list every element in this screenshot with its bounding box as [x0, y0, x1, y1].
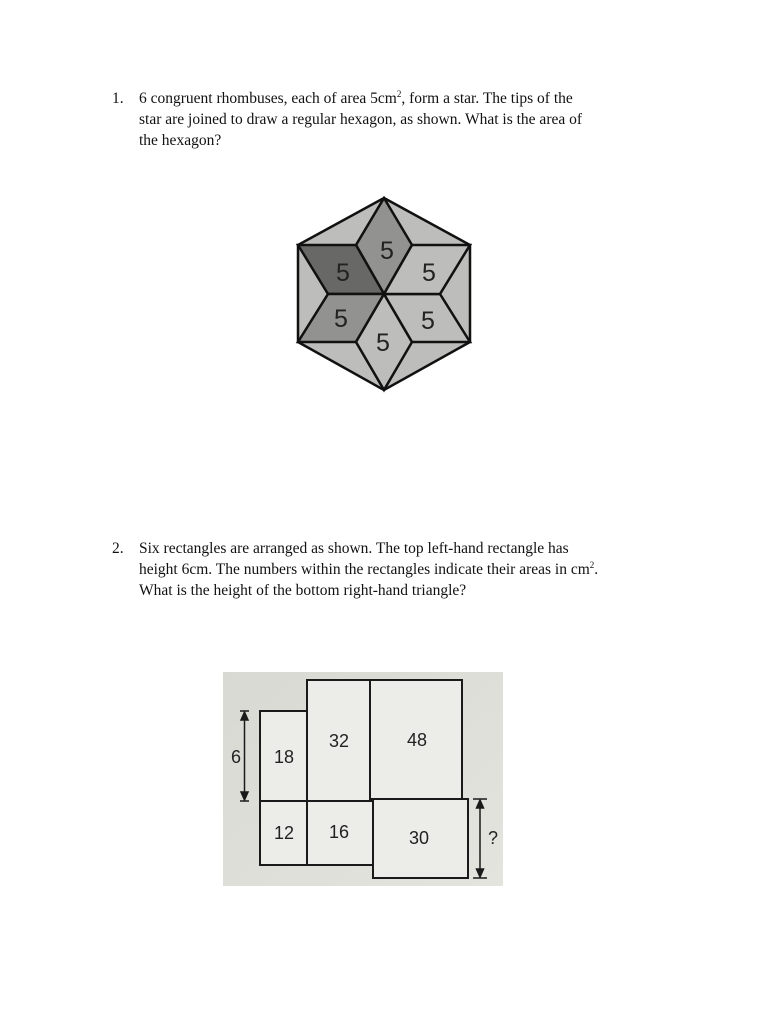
rhombus-label-top: 5 [380, 237, 394, 265]
rectangles-figure [223, 672, 503, 886]
question-1 [112, 88, 712, 151]
hexagon-star-figure [290, 196, 480, 394]
rhombus-label-upper-right: 5 [422, 259, 436, 287]
height-label: 6 [230, 747, 242, 767]
rhombus-label-upper-left: 5 [336, 259, 350, 287]
area-bottom-middle: 16 [328, 822, 350, 842]
question-2 [112, 538, 712, 601]
question-2-line-1: Six rectangles are arranged as shown. The top left-hand rectangle has [139, 540, 569, 557]
area-bottom-right: 30 [408, 828, 430, 848]
unknown-height-label: ? [487, 828, 499, 848]
area-top-left: 18 [273, 747, 295, 767]
rhombus-label-lower-left: 5 [334, 305, 348, 333]
question-1-line-1: 6 congruent rhombuses, each of area $5cm^2$, form a star. The tips of the [139, 88, 573, 107]
question-1-line-2: star are joined to draw a regular hexagon, as shown. What is the area of [139, 111, 583, 128]
question-2-number: 2. [112, 540, 124, 557]
question-2-line-3: What is the height of the bottom right-hand triangle? [139, 582, 467, 599]
question-1-text [139, 88, 712, 151]
question-2-text [139, 538, 712, 601]
area-top-middle: 32 [328, 731, 350, 751]
area-bottom-left: 12 [273, 823, 295, 843]
rhombus-label-lower-right: 5 [421, 307, 435, 335]
area-top-right: 48 [406, 730, 428, 750]
question-1-line-3: the hexagon? [139, 132, 222, 149]
question-1-number: 1. [112, 90, 124, 107]
rhombus-label-bottom: 5 [376, 329, 390, 357]
question-2-line-2: height 6cm. The numbers within the rectangles indicate their areas in $cm^2$. [139, 559, 599, 578]
